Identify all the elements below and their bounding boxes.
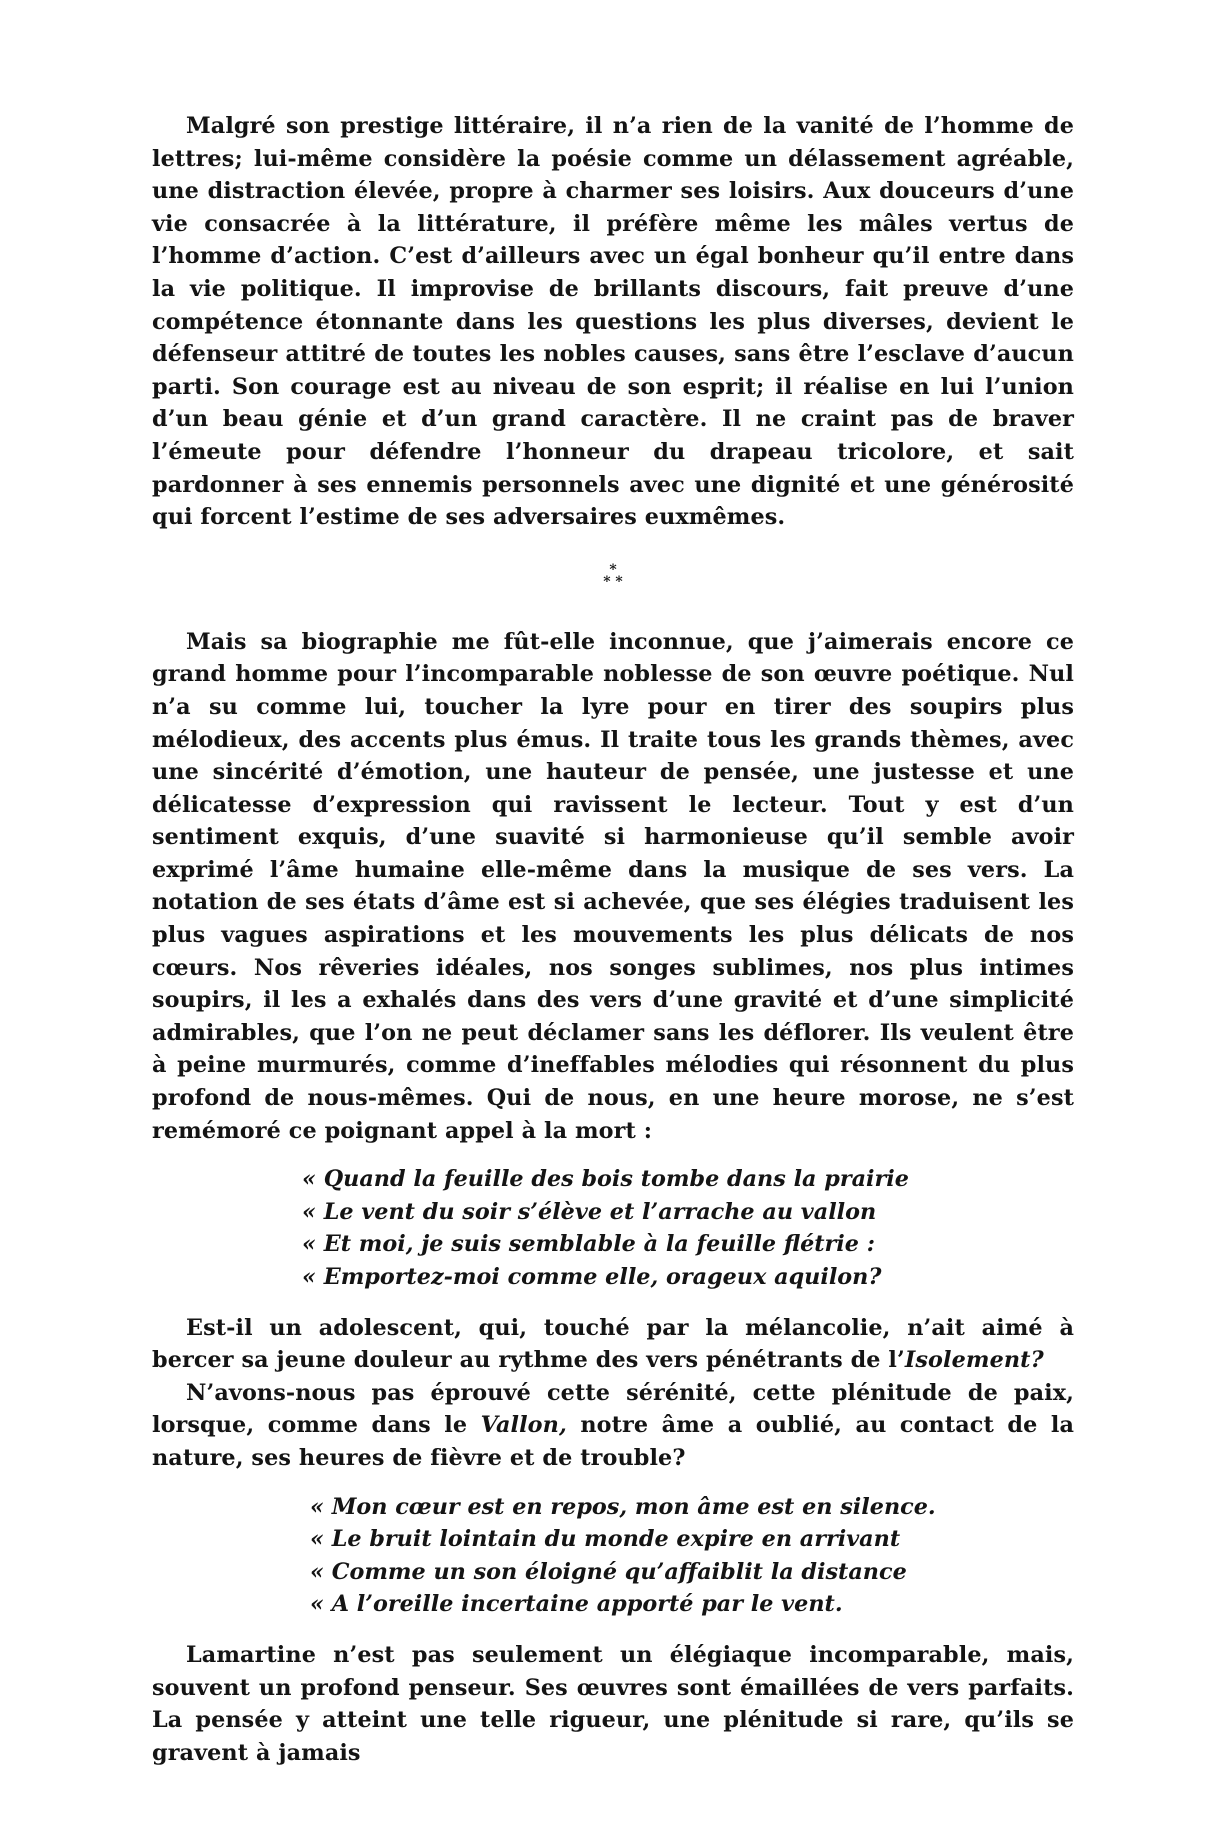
verse-line: « Emportez-moi comme elle, orageux aquilon? <box>302 1264 882 1290</box>
paragraph-4 <box>152 1377 1074 1475</box>
verse-quote-1 <box>302 1163 1074 1293</box>
poem-title-isolement: Isolement? <box>904 1347 1044 1374</box>
poem-title-vallon: Vallon, <box>480 1412 567 1439</box>
verse-line: « Et moi, je suis semblable à la feuille flétrie : <box>302 1231 875 1258</box>
paragraph-3-text: Est-il un adolescent, qui, touché par la mélancolie, n’ait aimé à bercer sa jeune douleur au rythme des vers pénétrants de l’ <box>152 1314 1074 1374</box>
verse-line: « Mon cœur est en repos, mon âme est en silence. <box>310 1493 936 1520</box>
verse-line: « Comme un son éloigné qu’affaiblit la distance <box>310 1558 907 1585</box>
asterism-top: * <box>609 561 617 578</box>
paragraph-3 <box>152 1312 1074 1377</box>
page-body <box>152 110 1074 1769</box>
paragraph-5: Lamartine n’est pas seulement un élégiaque incomparable, mais, souvent un profond penseur. Ses œuvres sont émaillées de vers parfaits. La pensée y atteint une telle rigueur, une plénitude si rare, qu’ils se gravent à jamais <box>152 1641 1074 1766</box>
asterism-bottom: * * <box>603 573 623 590</box>
verse-line: « Le vent du soir s’élève et l’arrache au vallon <box>302 1198 877 1225</box>
paragraph-4-text-start: N’avons-nous pas éprouvé cette sérénité, cette plénitude de paix, lorsque, comme dans le <box>152 1379 1074 1439</box>
paragraph-1: Malgré son prestige littéraire, il n’a rien de la vanité de l’homme de lettres; lui-même considère la poésie comme un délassement agréable, une distraction élevée, propre à charmer ses loisirs. Aux douceurs d’une vie consacrée à la littérature, il préfère même les mâles vertus de l’homme d’action. C’est d’ailleurs avec un égal bonheur qu’il entre dans la vie politique. Il improvise de brillants discours, fait preuve d’une compétence étonnante dans les questions les plus diverses, devient le défenseur attitré de toutes les nobles causes, sans être l’esclave d’aucun parti. Son courage est au niveau de son esprit; il réalise en lui l’union d’un beau génie et d’un grand caractère. Il ne craint pas de braver l’émeute pour défendre l’honneur du drapeau tricolore, et sait pardonner à ses ennemis personnels avec une dignité et une générosité qui forcent l’estime de ses adversaires euxmêmes. <box>152 113 1074 531</box>
verse-line: « Le bruit lointain du monde expire en arrivant <box>310 1526 901 1553</box>
asterism-divider <box>152 561 1074 590</box>
verse-line: « A l’oreille incertaine apporté par le vent. <box>310 1591 843 1618</box>
verse-line: « Quand la feuille des bois tombe dans la prairie <box>302 1166 909 1193</box>
verse-quote-2 <box>310 1491 1074 1621</box>
paragraph-4-text-end: notre âme a oublié, au contact de la nature, ses heures de fièvre et de trouble? <box>152 1412 1074 1471</box>
paragraph-2: Mais sa biographie me fût-elle inconnue, que j’aimerais encore ce grand homme pour l’incomparable noblesse de son œuvre poétique. Nul n’a su comme lui, toucher la lyre pour en tirer des soupirs plus mélodieux, des accents plus émus. Il traite tous les grands thèmes, avec une sincérité d’émotion, une hauteur de pensée, une justesse et une délicatesse d’expression qui ravissent le lecteur. Tout y est d’un sentiment exquis, d’une suavité si harmonieuse qu’il semble avoir exprimé l’âme humaine elle-même dans la musique de ses vers. La notation de ses états d’âme est si achevée, que ses élégies traduisent les plus vagues aspirations et les mouvements les plus délicats de nos cœurs. Nos rêveries idéales, nos songes sublimes, nos plus intimes soupirs, il les a exhalés dans des vers d’une gravité et d’une simplicité admirables, que l’on ne peut déclamer sans les déflorer. Ils veulent être à peine murmurés, comme d’ineffables mélodies qui résonnent du plus profond de nous-mêmes. Qui de nous, en une heure morose, ne s’est remémoré ce poignant appel à la mort : <box>152 628 1074 1144</box>
